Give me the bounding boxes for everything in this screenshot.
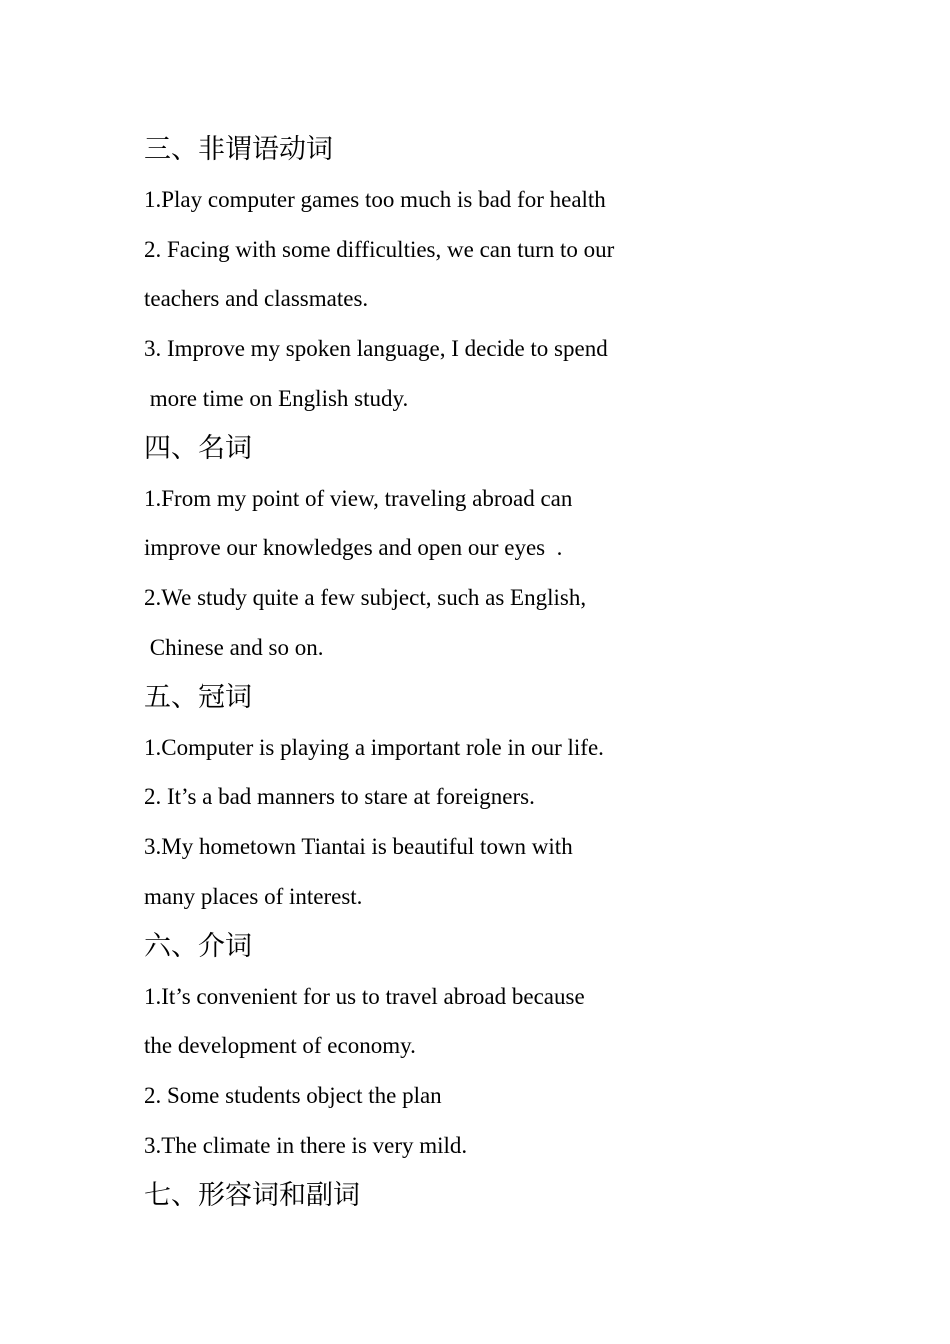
section-heading-nouns: 四、名词 <box>144 432 252 464</box>
sentence-line: 1.Computer is playing a important role in our life. <box>144 734 604 760</box>
sentence-line: the development of economy. <box>144 1033 416 1059</box>
sentence-line: 1.From my point of view, traveling abroad can <box>144 485 573 511</box>
sentence-line: 2. It’s a bad manners to stare at foreigners. <box>144 784 535 810</box>
sentence-line: teachers and classmates. <box>144 286 369 312</box>
sentence-line: more time on English study. <box>144 385 409 411</box>
sentence-line: improve our knowledges and open our eyes . <box>144 535 563 561</box>
section-heading-articles: 五、冠词 <box>144 681 252 713</box>
sentence-line: 3.My hometown Tiantai is beautiful town with <box>144 834 573 860</box>
sentence-line: 1.It’s convenient for us to travel abroad because <box>144 983 585 1009</box>
sentence-line: 3.The climate in there is very mild. <box>144 1132 468 1158</box>
sentence-line: 2. Some students object the plan <box>144 1083 442 1109</box>
sentence-line: 2. Facing with some difficulties, we can turn to our <box>144 236 615 262</box>
section-heading-non-finite-verbs: 三、非谓语动词 <box>144 134 333 165</box>
sentence-line: 1.Play computer games too much is bad for health <box>144 186 606 212</box>
section-heading-prepositions: 六、介词 <box>144 930 252 962</box>
sentence-line: 2.We study quite a few subject, such as English, <box>144 585 587 611</box>
document-body <box>144 125 704 1221</box>
sentence-line: 3. Improve my spoken language, I decide to spend <box>144 336 608 362</box>
section-heading-adjectives-adverbs: 七、形容词和副词 <box>144 1179 360 1211</box>
sentence-line: Chinese and so on. <box>144 634 324 660</box>
sentence-line: many places of interest. <box>144 883 363 909</box>
